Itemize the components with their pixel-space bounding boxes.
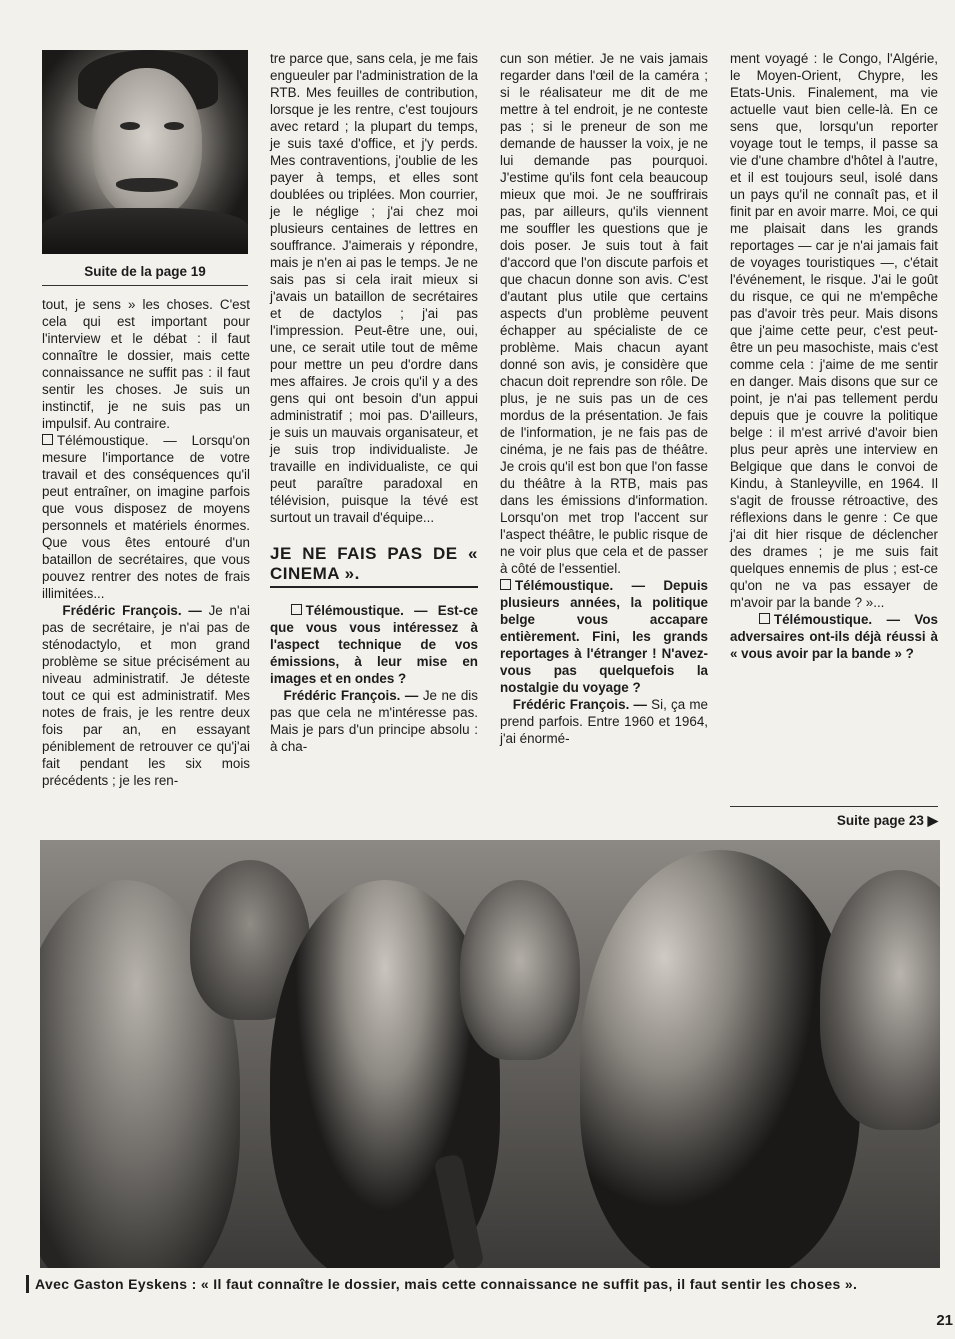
square-bullet-icon bbox=[500, 579, 511, 590]
square-bullet-icon bbox=[42, 434, 53, 445]
question: Télémoustique. — Depuis plusieurs années, la politique belge vous accapare entièrement. Fini, les grands reportages à l'étranger ! N'avez-vous pas quelquefois la nostalgie du voyage ? bbox=[500, 578, 708, 695]
question: Télémoustique. — Lorsqu'on mesure l'importance de votre travail et des conséquences qu'il peut entraîner, on imagine parfois que vous disposez de moyens personnels et matériels énormes. Que vous êtes entouré d'un bataillon de secrétaires, que vous pouvez rentrer des notes de frais illimitées... bbox=[42, 433, 250, 601]
section-heading: JE NE FAIS PAS DE « CINEMA ». bbox=[270, 544, 478, 588]
paragraph: ment voyagé : le Congo, l'Algérie, le Moyen-Orient, Chypre, les Etats-Unis. Finalement, ma vie actuelle vaut bien celle-là. En ce sens que, lorsqu'un reporter voyage tout le temps, il passe sa vie d'une chambre d'hôtel à l'autre, et il est toujours seul, isolé dans un pays qu'il ne connaît pas, et il finit par en avoir marre. Moi, ce qui me plaisait dans les grands reportages — car je n'ai jamais fait de voyages touristiques —, c'était l'événement, le risque. J'ai le goût du risque, ce qui ne m'empêche pas d'avoir très peur. Mais disons que j'aime cette peur, c'est peut-être un peu masochiste, mais c'est comme cela : j'aime de me sentir en danger. Mais disons que sur ce point, je n'ai pas tellement perdu depuis que je couvre la politique belge : il m'est arrivé d'avoir bien plus peur après une interview en Belgique que dans le convoi de Kindu, à Stanleyville, en 1964. Il s'agit de frousse rétroactive, des réflexions dans le genre : Ce que j'ai dit hier risque de déclencher des drames ; je me suis fait quelques ennemis de plus ; est-ce qu'on ne va pas essayer de m'avoir par la bande ? »... bbox=[730, 51, 938, 610]
answer: Frédéric François. — Je n'ai pas de secrétaire, je n'ai pas de sténodactylo, et mon grand problème se situe précisément au niveau administratif. Je déteste tout ce qui est administratif. Mes notes de frais, je les rentre deux fois par an, en essayant péniblement de retrouver ce qu'j'ai fait pendant les six mois précédents ; je les ren- bbox=[42, 603, 250, 788]
column-3 bbox=[500, 50, 708, 747]
portrait-photo bbox=[42, 50, 248, 254]
paragraph: tre parce que, sans cela, je me fais engueuler par l'administration de la RTB. Mes feuilles de contribution, lorsque je les rentre, c'est toujours avec retard ; la plupart du temps, je suis taxé d'office, et j'y perds. Mes contraventions, j'oublie de les payer à temps, et elles sont doublées ou triplées. Mon courrier, je le néglige ; j'ai chez moi plusieurs centaines de lettres en souffrance. J'aimerais y répondre, mais je n'en ai pas le temps. Je ne sais pas si cela irait mieux si j'avais un bataillon de secrétaires et de dactylos ; j'ai pas l'impression. Peut-être une, oui, une, ce serait utile tout de même pour mettre un peu d'ordre dans mes affaires. Je crois qu'il y a des gens qui ont besoin d'un appui administratif ; moi pas. D'ailleurs, je suis un mauvais organisateur, et je suis trop individualiste. Je travaille en individualiste, ce qui peut paraître paradoxal en télévision, puisque la tévé est surtout un travail d'équipe... bbox=[270, 51, 479, 525]
question: Télémoustique. — Vos adversaires ont-ils déjà réussi à « vous avoir par la bande » ? bbox=[730, 612, 938, 661]
answer: Frédéric François. — Je ne dis pas que cela ne m'intéresse pas. Mais je pars d'un principe absolu : à cha- bbox=[270, 688, 478, 754]
square-bullet-icon bbox=[291, 604, 302, 615]
column-2 bbox=[270, 50, 478, 755]
column-4 bbox=[730, 50, 938, 662]
photo-caption: Avec Gaston Eyskens : « Il faut connaître le dossier, mais cette connaissance ne suffit pas, il faut sentir les choses ». bbox=[26, 1275, 951, 1293]
paragraph: tout, je sens » les choses. C'est cela qui est important pour l'interview et le débat : il faut connaître le dossier, mais cette connaissance ne suffit pas : il faut sentir les choses. Je suis un instinctif, je ne suis pas un impulsif. Au contraire. bbox=[42, 297, 250, 431]
continued-from-label: Suite de la page 19 bbox=[42, 264, 248, 286]
continued-on-label: Suite page 23 ▶ bbox=[730, 806, 938, 829]
square-bullet-icon bbox=[759, 613, 770, 624]
press-photo bbox=[40, 840, 940, 1268]
page-number: 21 bbox=[936, 1312, 953, 1329]
answer: Frédéric François. — Si, ça me prend parfois. Entre 1960 et 1964, j'ai énormé- bbox=[500, 697, 708, 746]
column-1 bbox=[42, 296, 250, 789]
paragraph: cun son métier. Je ne vais jamais regarder dans l'œil de la caméra ; si le réalisateur me dit de me mettre à tel endroit, je ne conteste pas ; si le preneur de son me demande de hausser la voix, je ne lui demande pas pourquoi. J'estime qu'ils font cela beaucoup mieux que moi. Je ne souffrirais pas, par ailleurs, qu'ils viennent me souffler les questions que je dois poser. Je suis tout à fait d'accord que l'on discute parfois et que chacun donne son avis. C'est d'autant plus utile que certains aspects d'un problème peuvent échapper au spécialiste de ce problème. Mais chacun ayant donné son avis, je considère que chacun doit reprendre son rôle. De plus, je ne suis pas un de ces mordus de la présentation. Je fais de l'information, je ne fais pas de cinéma, je ne fais pas de théâtre. Je crois qu'il est bon que l'on fasse du théâtre à la RTB, mais pas dans les émissions d'information. Lorsqu'on met trop l'accent sur l'aspect théâtre, le public risque de ne voir plus que cela et de passer à côté de l'essentiel. bbox=[500, 51, 708, 576]
question: Télémoustique. — Est-ce que vous vous intéressez à l'aspect technique de vos émissions, à leur mise en images et en ondes ? bbox=[270, 603, 478, 686]
